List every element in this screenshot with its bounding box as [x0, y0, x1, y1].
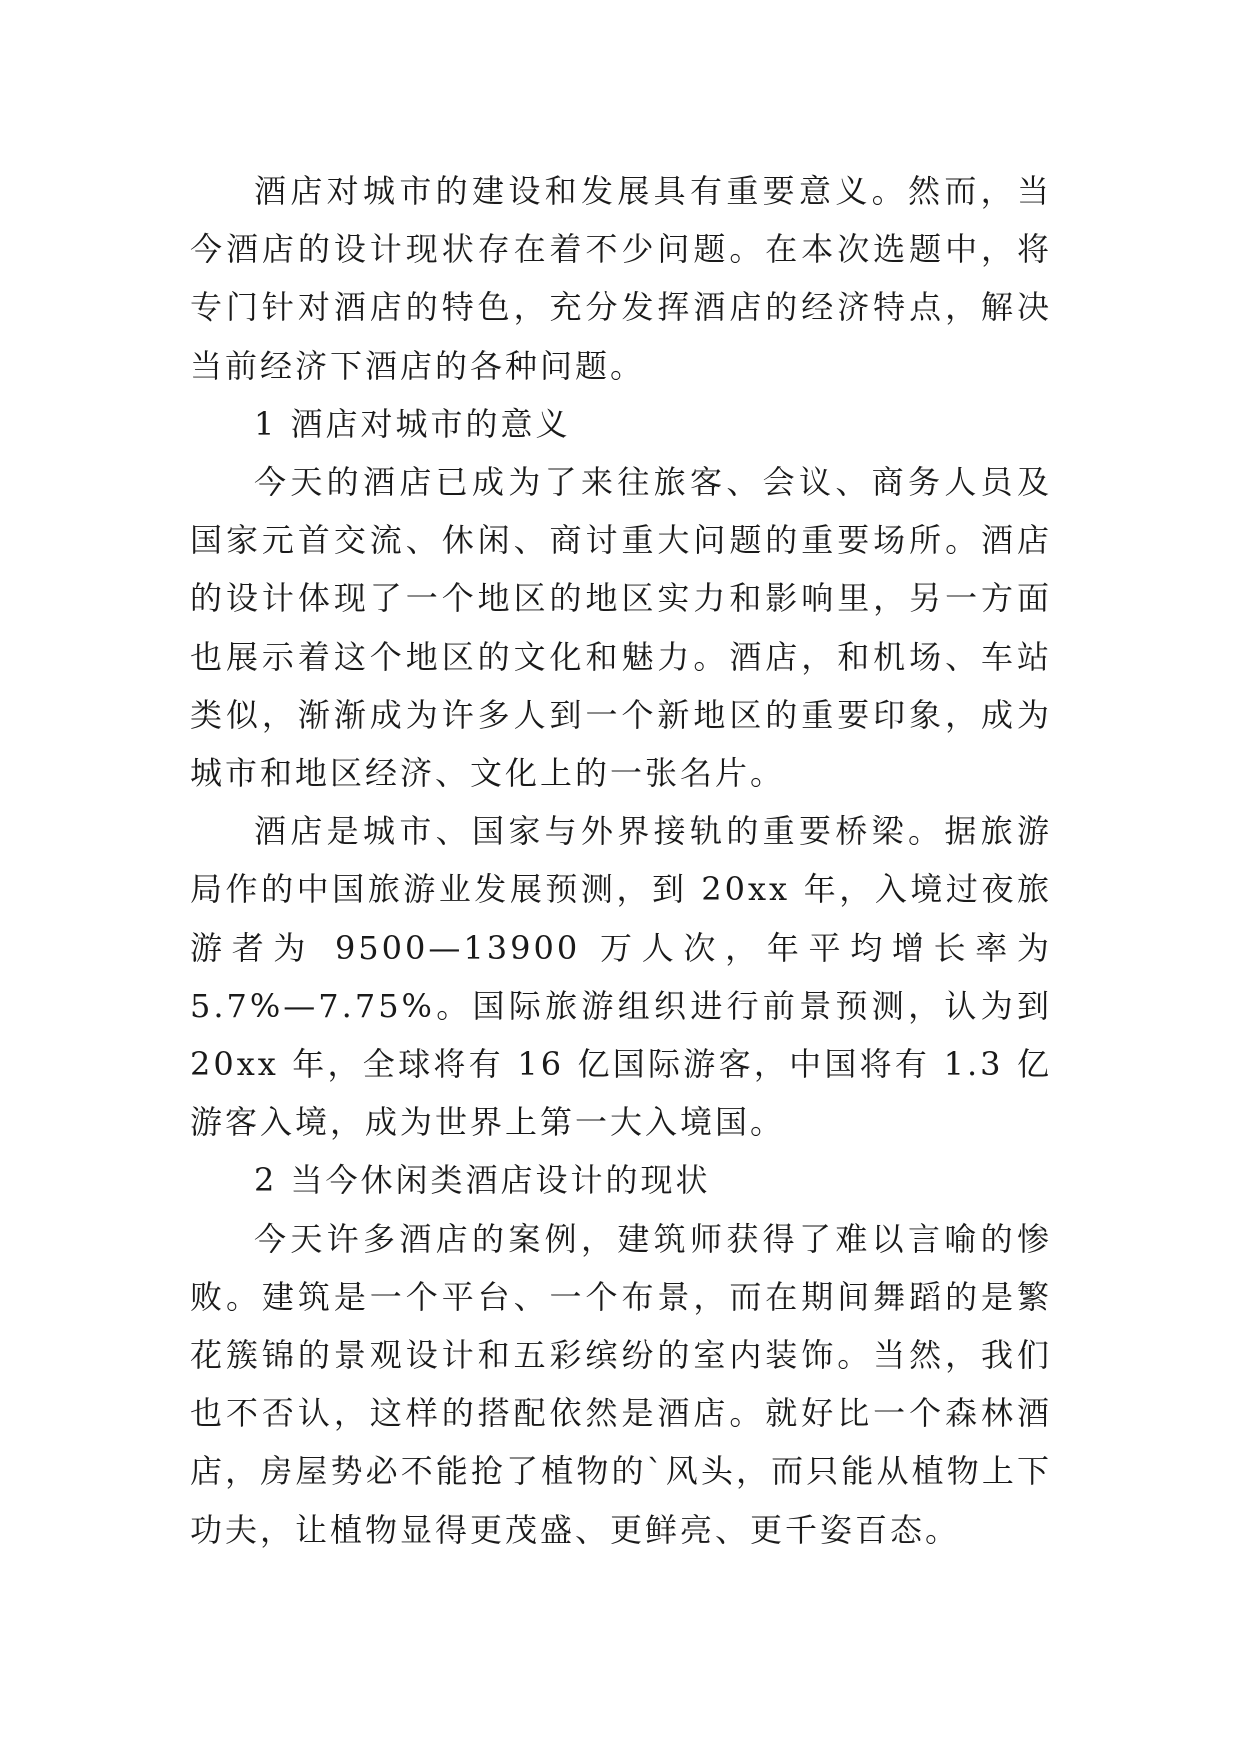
- section-heading-2: 2 当今休闲类酒店设计的现状: [254, 1161, 711, 1200]
- intro-paragraph: 酒店对城市的建设和发展具有重要意义。然而，当今酒店的设计现状存在着不少问题。在本次选题中，将专门针对酒店的特色，充分发挥酒店的经济特点，解决当前经济下酒店的各种问题。: [190, 172, 1052, 385]
- document-body: [190, 162, 1052, 1559]
- body-paragraph: 今天的酒店已成为了来往旅客、会议、商务人员及国家元首交流、休闲、商讨重大问题的重要场所。酒店的设计体现了一个地区的地区实力和影响里，另一方面也展示着这个地区的文化和魅力。酒店，和机场、车站类似，渐渐成为许多人到一个新地区的重要印象，成为城市和地区经济、文化上的一张名片。: [190, 463, 1052, 793]
- section-heading-1: 1 酒店对城市的意义: [254, 404, 571, 443]
- body-paragraph: 酒店是城市、国家与外界接轨的重要桥梁。据旅游局作的中国旅游业发展预测，到 20xx 年，入境过夜旅游者为 9500—13900 万人次，年平均增长率为 5.7%—7.75%。国际旅游组织进行前景预测，认为到 20xx 年，全球将有 16 亿国际游客，中国将有 1.3 亿游客入境，成为世界上第一大入境国。: [190, 812, 1052, 1142]
- body-paragraph: 今天许多酒店的案例，建筑师获得了难以言喻的惨败。建筑是一个平台、一个布景，而在期间舞蹈的是繁花簇锦的景观设计和五彩缤纷的室内装饰。当然，我们也不否认，这样的搭配依然是酒店。就好比一个森林酒店，房屋势必不能抢了植物的`风头，而只能从植物上下功夫，让植物显得更茂盛、更鲜亮、更千姿百态。: [190, 1219, 1052, 1549]
